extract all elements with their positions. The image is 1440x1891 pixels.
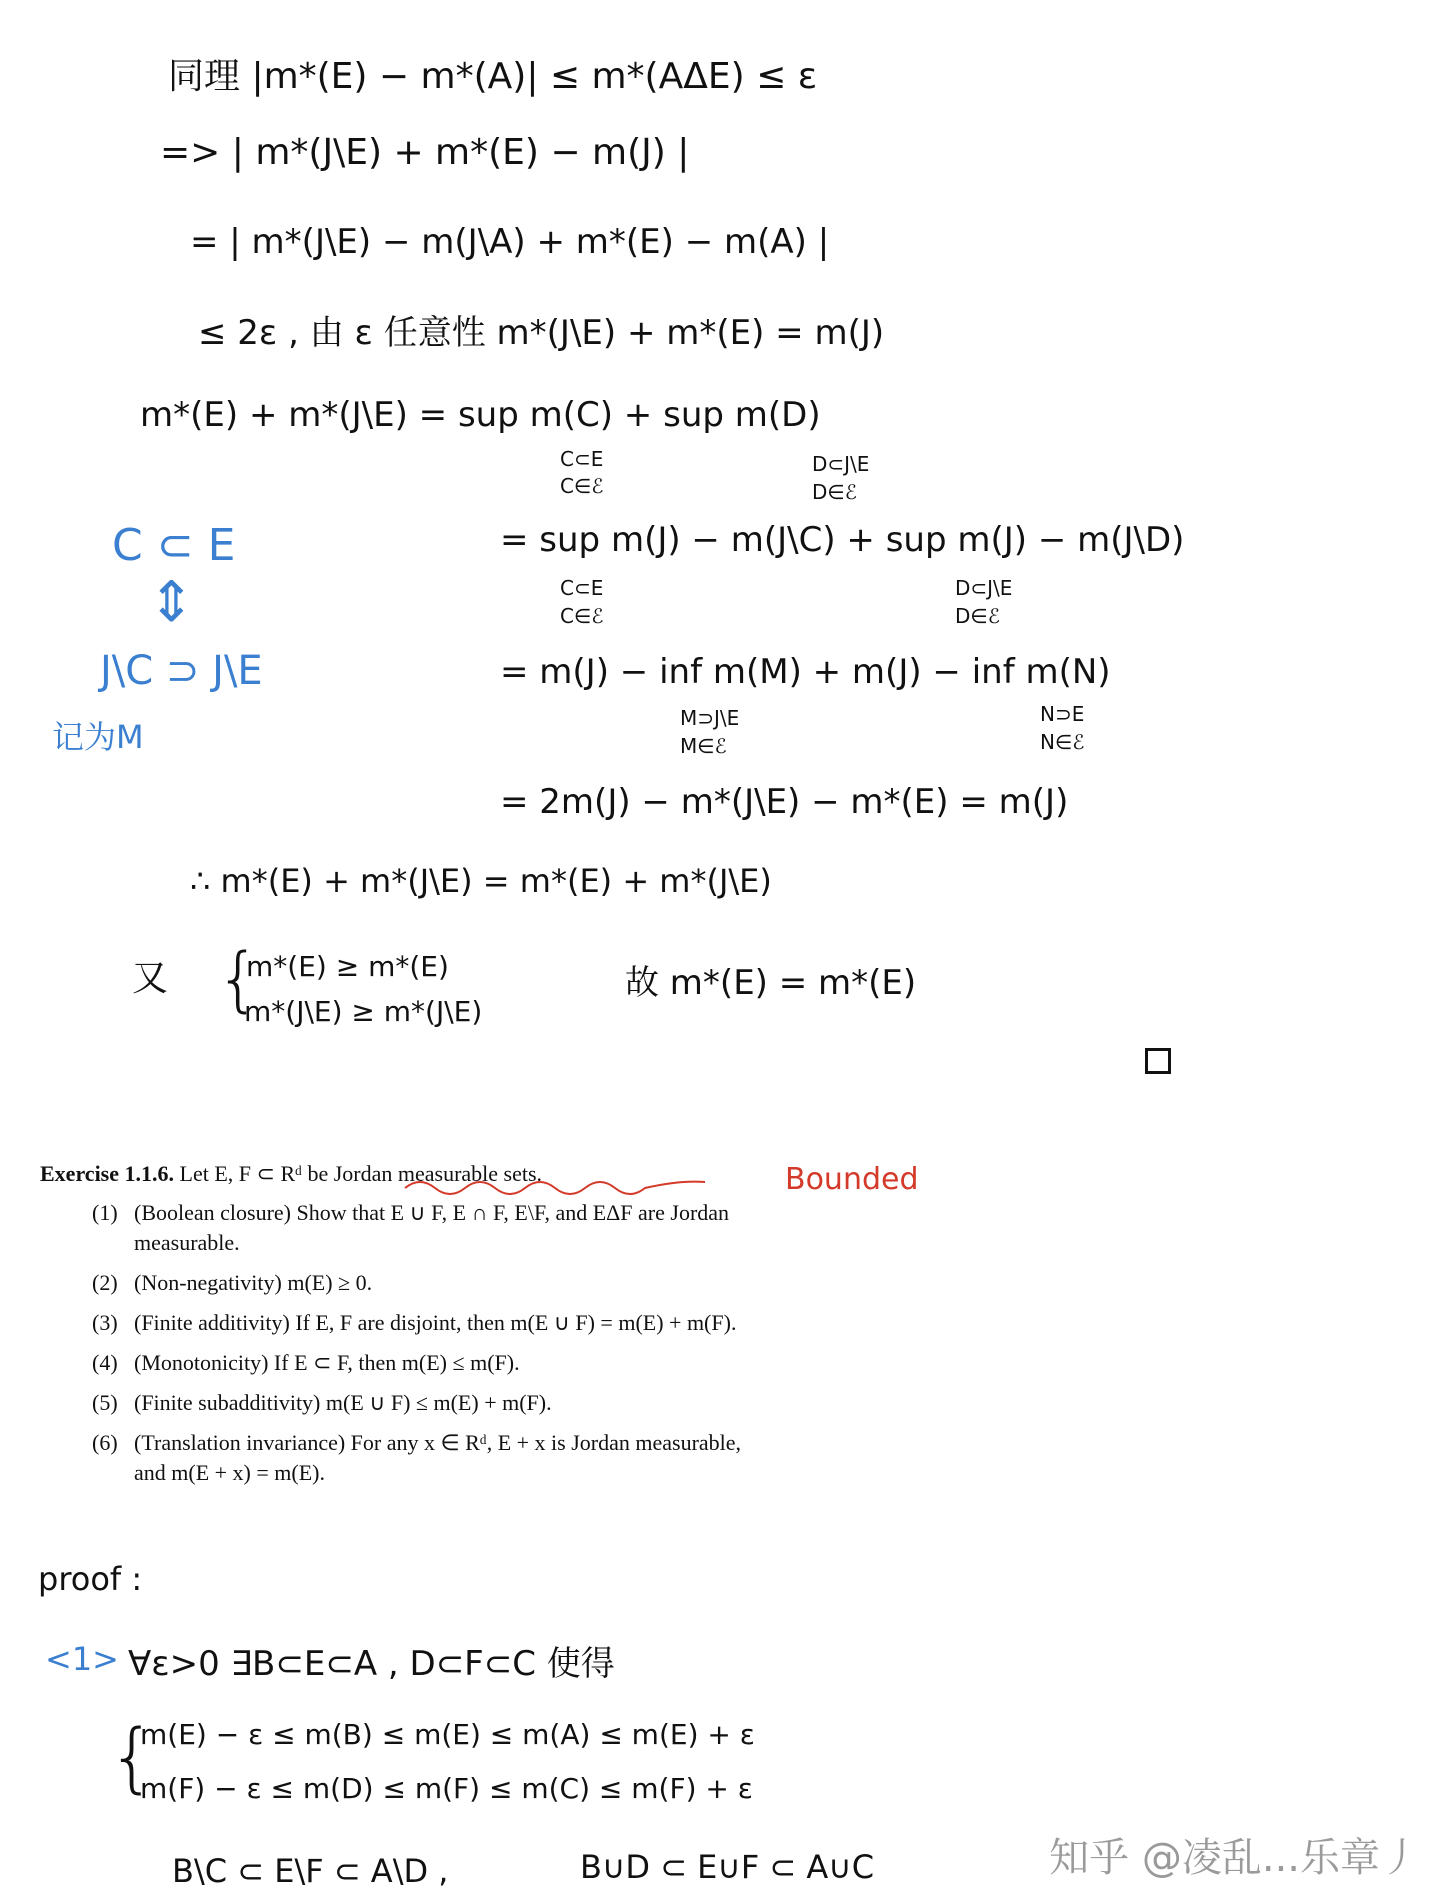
note-line-4: ≤ 2ε , 由 ε 任意性 m*(J\E) + m*(E) = m(J) <box>198 313 885 353</box>
proof-line-2: m(E) − ε ≤ m(B) ≤ m(E) ≤ m(A) ≤ m(E) + ε <box>140 1718 755 1751</box>
exercise-item: (3) (Finite additivity) If E, F are disjoint, then m(E ∪ F) = m(E) + m(F). <box>92 1310 737 1335</box>
note-line-10: 又 <box>132 958 169 999</box>
note-line-5: m*(E) + m*(J\E) = sup m(C) + sup m(D) <box>140 395 821 435</box>
note-line-3: = | m*(J\E) − m(J\A) + m*(E) − m(A) | <box>190 222 830 262</box>
proof-step-tag: <1> <box>45 1640 119 1678</box>
note-brace: { <box>216 938 261 1020</box>
note-line-8: = 2m(J) − m*(J\E) − m*(E) = m(J) <box>500 782 1069 822</box>
note-line-10b: m*(J\E) ≥ m*(J\E) <box>244 995 483 1028</box>
note-line-2: => | m*(J\E) + m*(E) − m(J) | <box>160 132 690 173</box>
note-line-9: ∴ m*(E) + m*(J\E) = m*(E) + m*(J\E) <box>190 862 772 900</box>
margin-note-label: 记为M <box>52 718 144 756</box>
double-arrow-icon: ⇕ <box>148 570 195 635</box>
exercise-item: (2) (Non-negativity) m(E) ≥ 0. <box>92 1270 373 1295</box>
note-sub-5a: C⊂E <box>560 447 604 471</box>
note-line-7: = m(J) − inf m(M) + m(J) − inf m(N) <box>500 652 1111 692</box>
note-sub-6c: D⊂J\E <box>955 576 1013 600</box>
note-line-10c: 故 m*(E) = m*(E) <box>625 963 917 1003</box>
proof-line-5: B∪D ⊂ E∪F ⊂ A∪C <box>580 1848 875 1886</box>
exercise-items <box>92 1198 742 1498</box>
exercise-text: Let E, F ⊂ Rᵈ be Jordan measurable sets. <box>179 1161 543 1186</box>
note-line-10a: m*(E) ≥ m*(E) <box>246 950 449 983</box>
margin-note-complement: J\C ⊃ J\E <box>100 648 263 694</box>
note-sub-5c: D⊂J\E <box>812 452 870 476</box>
note-line-1: 同理 |m*(E) − m*(A)| ≤ m*(AΔE) ≤ ε <box>168 56 818 97</box>
note-sub-6b: C∈ℰ <box>560 604 604 628</box>
proof-brace: { <box>108 1712 157 1801</box>
proof-line-3: m(F) − ε ≤ m(D) ≤ m(F) ≤ m(C) ≤ m(F) + ε <box>140 1772 753 1805</box>
exercise-item: (4) (Monotonicity) If E ⊂ F, then m(E) ≤ m(F). <box>92 1350 520 1375</box>
note-sub-6a: C⊂E <box>560 576 604 600</box>
exercise-item: (6) (Translation invariance) For any x ∈ Rᵈ, E + x is Jordan measurable, and m(E + x) = m(E). <box>92 1430 742 1485</box>
proof-line-4: B\C ⊂ E\F ⊂ A\D , <box>172 1852 449 1890</box>
note-line-6: = sup m(J) − m(J\C) + sup m(J) − m(J\D) <box>500 520 1185 560</box>
exercise-item: (5) (Finite subadditivity) m(E ∪ F) ≤ m(E) + m(F). <box>92 1390 552 1415</box>
note-sub-7d: N∈ℰ <box>1040 730 1085 754</box>
note-sub-7c: N⊃E <box>1040 702 1085 726</box>
red-underline <box>400 1168 710 1198</box>
note-sub-5b: C∈ℰ <box>560 474 604 498</box>
note-sub-6d: D∈ℰ <box>955 604 1000 628</box>
qed-box <box>1145 1048 1171 1074</box>
bounded-note: Bounded <box>785 1162 919 1197</box>
watermark: 知乎 @凌乱...乐章丿 <box>1049 1835 1420 1881</box>
note-sub-7b: M∈ℰ <box>680 734 727 758</box>
margin-note-subset: C ⊂ E <box>112 520 236 571</box>
note-sub-5d: D∈ℰ <box>812 480 857 504</box>
exercise-label: Exercise 1.1.6. <box>40 1161 175 1186</box>
note-sub-7a: M⊃J\E <box>680 706 740 730</box>
proof-line-1: ∀ε>0 ∃B⊂E⊂A , D⊂F⊂C 使得 <box>128 1644 615 1684</box>
exercise-item: (1) (Boolean closure) Show that E ∪ F, E ∩ F, E\F, and EΔF are Jordan measurable. <box>92 1200 730 1255</box>
proof-title: proof : <box>38 1560 143 1598</box>
